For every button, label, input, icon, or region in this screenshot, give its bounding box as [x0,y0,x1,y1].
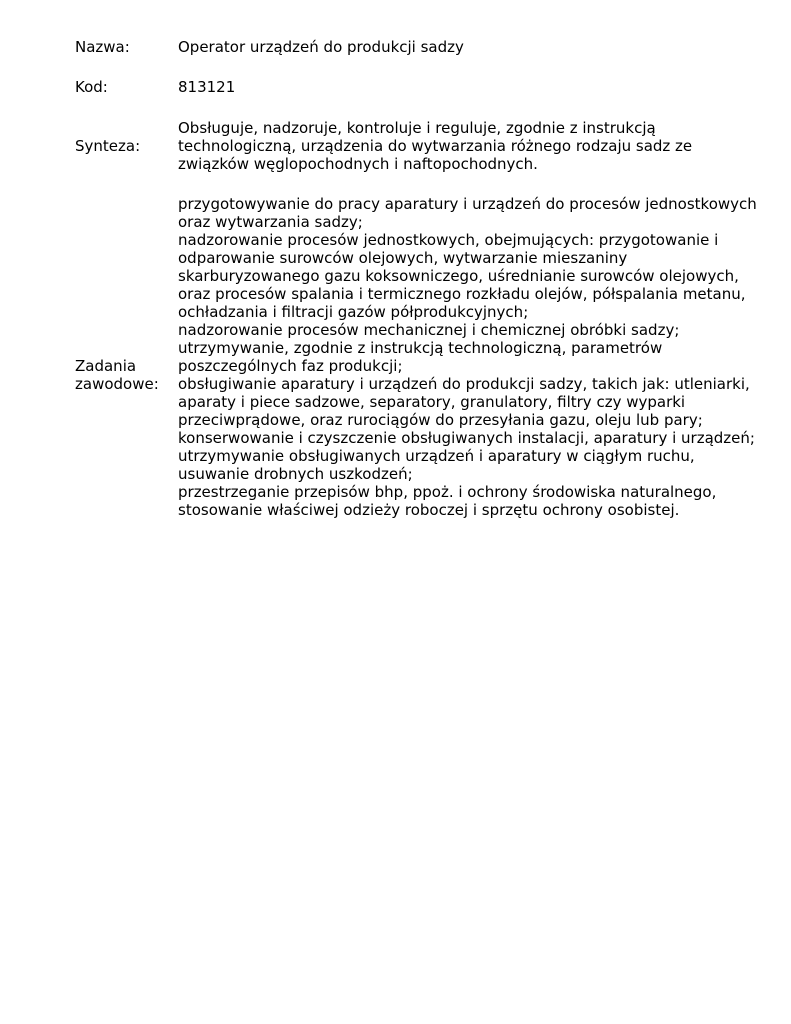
name-label: Nazwa: [75,38,130,56]
synthesis-value: Obsługuje, nadzoruje, kontroluje i reguluje, zgodnie z instrukcją technologiczną, urządzenia do wytwarzania różnego rodzaju sadz ze związków węglopochodnych i naftopochodnych. [178,119,693,173]
code-value: 813121 [178,78,236,96]
synthesis-label: Synteza: [75,137,141,155]
tasks-row [0,195,791,555]
task-item: przestrzeganie przepisów bhp, ppoż. i ochrony środowiska naturalnego, stosowanie właściwej odzieży roboczej i sprzętu ochrony osobistej. [178,483,717,519]
code-row [0,78,791,96]
tasks-label: Zadania zawodowe: [75,357,159,393]
code-label: Kod: [75,78,108,96]
name-row [0,38,791,56]
task-item: konserwowanie i czyszczenie obsługiwanych instalacji, aparatury i urządzeń; [178,429,755,447]
tasks-value [178,195,758,519]
task-list [178,195,758,519]
synthesis-row [0,119,791,173]
task-item: utrzymywanie, zgodnie z instrukcją technologiczną, parametrów poszczególnych faz produkcji; [178,339,663,375]
task-item: nadzorowanie procesów mechanicznej i chemicznej obróbki sadzy; [178,321,680,339]
task-item: nadzorowanie procesów jednostkowych, obejmujących: przygotowanie i odparowanie surowców olejowych, wytwarzanie mieszaniny skarburyzowanego gazu koksowniczego, uśrednianie surowców olejowych, oraz procesów spalania i termicznego rozkładu olejów, półspalania metanu, ochładzania i filtracji gazów półprodukcyjnych; [178,231,746,321]
name-value: Operator urządzeń do produkcji sadzy [178,38,464,56]
task-item: obsługiwanie aparatury i urządzeń do produkcji sadzy, takich jak: utleniarki, aparaty i piece sadzowe, separatory, granulatory, filtry czy wyparki przeciwprądowe, oraz rurociągów do przesyłania gazu, oleju lub pary; [178,375,750,429]
task-item: utrzymywanie obsługiwanych urządzeń i aparatury w ciągłym ruchu, usuwanie drobnych uszkodzeń; [178,447,695,483]
task-item: przygotowywanie do pracy aparatury i urządzeń do procesów jednostkowych oraz wytwarzania sadzy; [178,195,757,231]
